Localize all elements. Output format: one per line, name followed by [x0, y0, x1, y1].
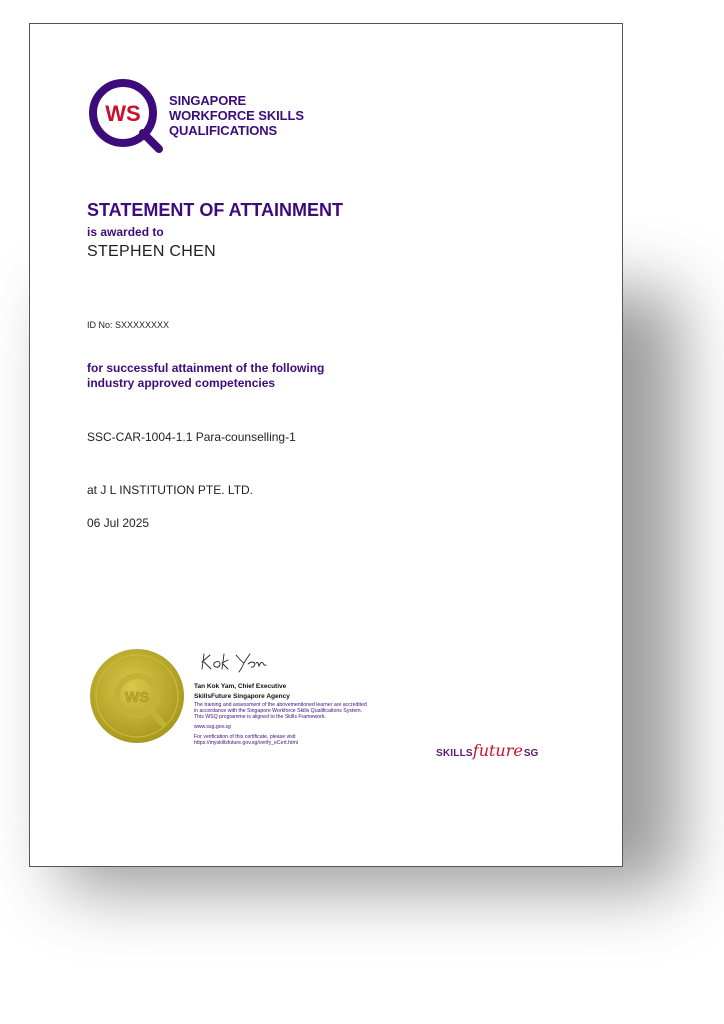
seal-mark-text: WS: [124, 689, 150, 706]
signatory-organization: SkillsFuture Singapore Agency: [194, 693, 290, 700]
gold-seal: [89, 644, 199, 754]
signatory-name: Tan Kok Yam, Chief Executive: [194, 683, 287, 690]
website-link[interactable]: www.ssg.gov.sg: [194, 724, 231, 730]
skillsfuture-part-future: future: [472, 741, 523, 760]
document-title: STATEMENT OF ATTAINMENT: [87, 200, 343, 220]
skillsfuture-logo: [436, 741, 538, 761]
wsq-mark-text: WS: [105, 101, 141, 126]
verify-link[interactable]: https://myskillsfuture.gov.sg/verify_eCert.html: [194, 740, 298, 746]
training-institution: at J L INSTITUTION PTE. LTD.: [87, 483, 254, 497]
signatory-block: [194, 682, 434, 746]
wsq-ring-icon: [87, 77, 169, 157]
accreditation-note-1: The training and assessment of the abovementioned learner are accredited: [194, 702, 367, 708]
competency-unit: SSC-CAR-1004-1.1 Para-counselling-1: [87, 430, 296, 444]
logo-line-3: QUALIFICATIONS: [169, 123, 278, 138]
logo-line-2: WORKFORCE SKILLS: [169, 108, 304, 123]
verify-note: For verification of this certificate, please visit: [194, 734, 296, 740]
accreditation-note-2: in accordance with the Singapore Workforce Skills Qualifications System.: [194, 708, 362, 714]
id-label: ID No:: [87, 320, 113, 330]
signature-icon: [198, 650, 268, 674]
awarded-to-label: is awarded to: [87, 225, 164, 239]
award-date: 06 Jul 2025: [87, 516, 150, 530]
seal-icon: [89, 644, 199, 754]
skillsfuture-part-skills: SKILLS: [436, 748, 473, 759]
id-value: SXXXXXXXX: [115, 320, 170, 330]
wsq-logo: [87, 77, 327, 157]
attainment-statement: [87, 361, 324, 391]
recipient-name: STEPHEN CHEN: [87, 243, 216, 260]
attainment-line-2: industry approved competencies: [87, 376, 276, 390]
accreditation-note-3: This WSQ programme is aligned to the Skills Framework.: [194, 714, 326, 720]
logo-line-1: SINGAPORE: [169, 93, 247, 108]
id-number-row: [87, 320, 169, 330]
wsq-logo-wordmark: [169, 93, 304, 138]
certificate-sheet: [29, 23, 623, 867]
handwritten-signature: [198, 650, 268, 674]
attainment-line-1: for successful attainment of the following: [87, 361, 325, 375]
skillsfuture-part-sg: SG: [523, 748, 539, 759]
